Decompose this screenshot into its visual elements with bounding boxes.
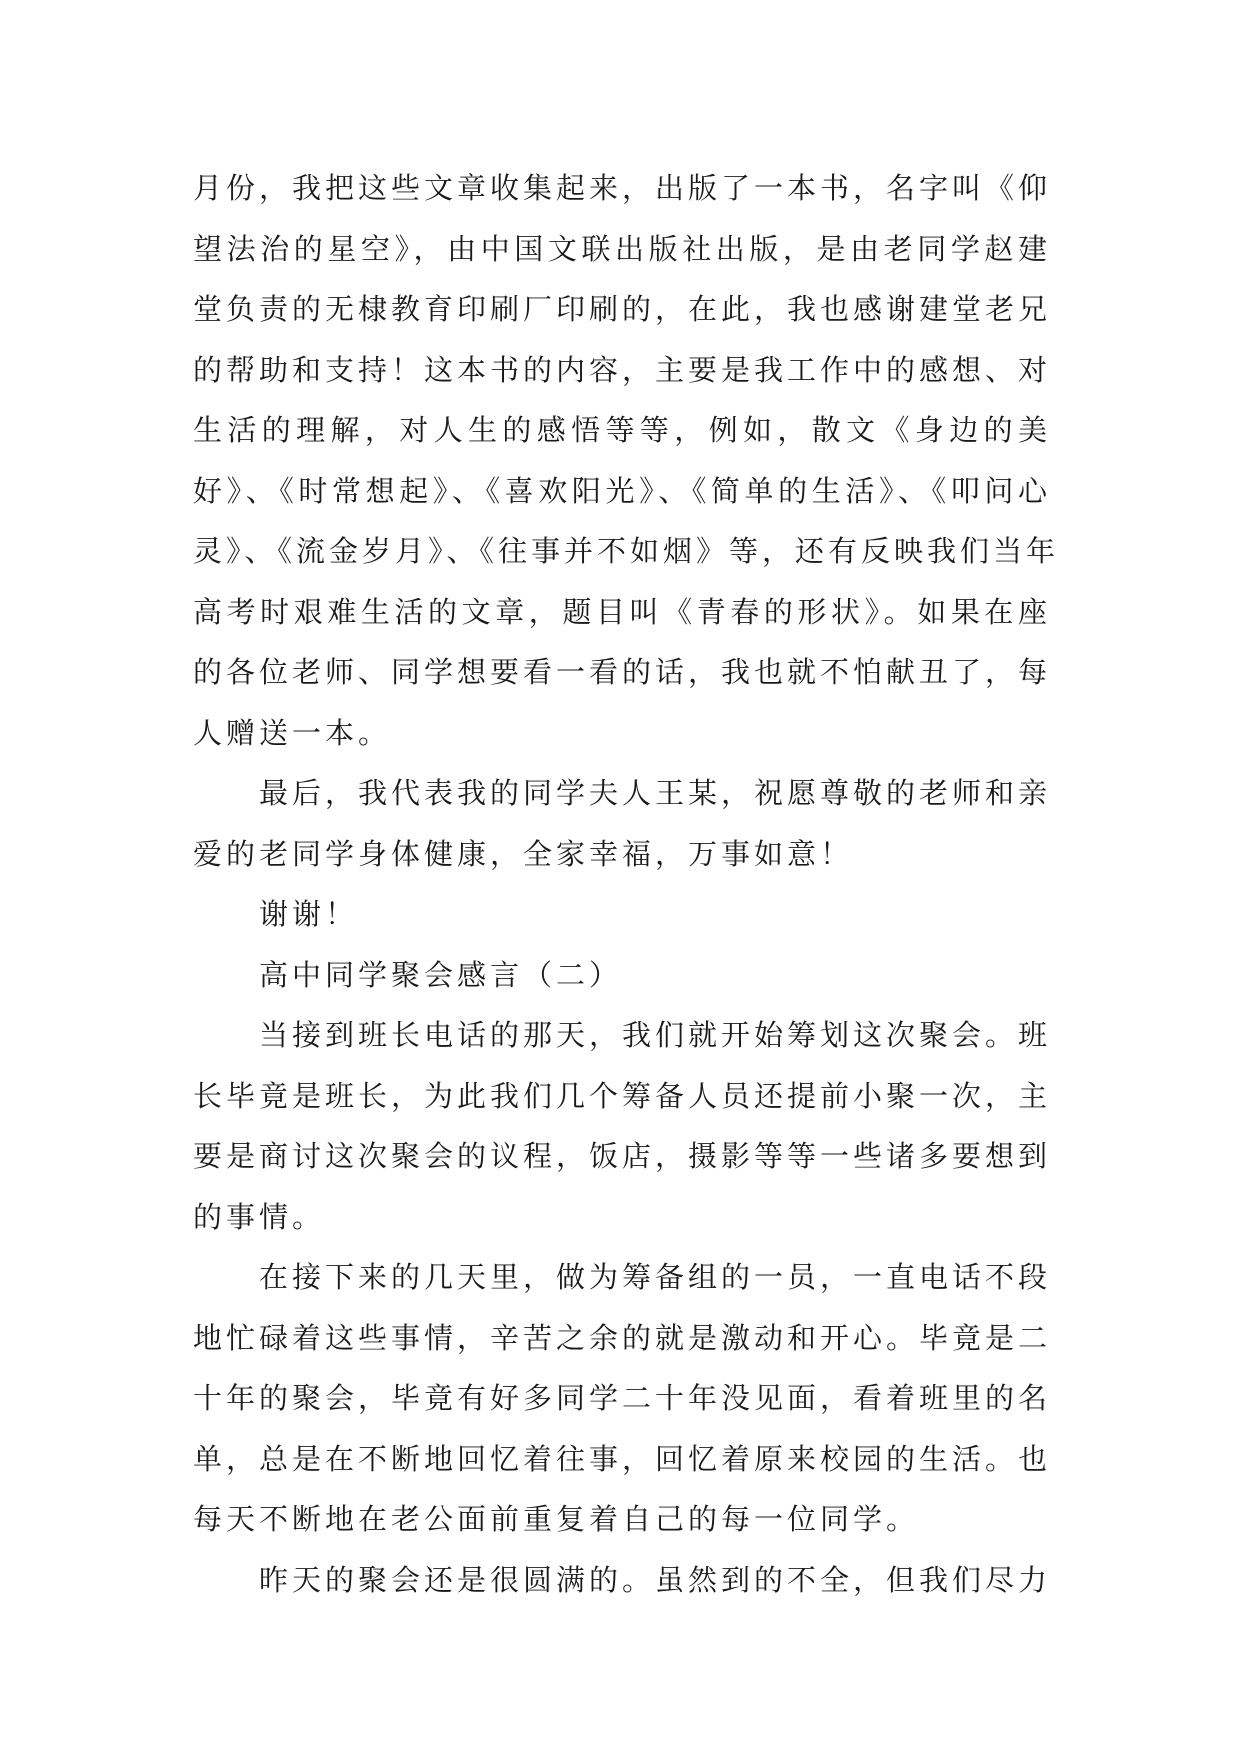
text-line: 灵》、《流金岁月》、《往事并不如烟》等，还有反映我们当年: [193, 534, 1060, 568]
text-line: 爱的老同学身体健康，全家幸福，万事如意！: [193, 836, 854, 871]
text-line: 当接到班长电话的那天，我们就开始筹划这次聚会。班: [259, 1018, 1052, 1052]
text-line: 最后，我代表我的同学夫人王某，祝愿尊敬的老师和亲: [259, 776, 1052, 810]
section-heading: [193, 945, 1051, 1006]
text-line: 谢谢！: [259, 897, 359, 931]
text-line: 望法治的星空》，由中国文联出版社出版，是由老同学赵建: [193, 231, 1051, 266]
text-line: 十年的聚会，毕竟有好多同学二十年没见面，看着班里的名: [193, 1381, 1052, 1415]
section-title: 高中同学聚会感言（二）: [259, 957, 623, 992]
text-line: 好》、《时常想起》、《喜欢阳光》、《简单的生活》、《叩问心: [193, 473, 1051, 508]
text-line: 要是商讨这次聚会的议程，饭店，摄影等等一些诸多要想到: [193, 1139, 1052, 1173]
paragraph-reunion: [193, 1550, 1051, 1611]
paragraph-thanks: [193, 884, 1051, 945]
paragraph-planning: [193, 1005, 1051, 1247]
text-line: 昨天的聚会还是很圆满的。虽然到的不全，但我们尽力: [259, 1562, 1052, 1597]
text-line: 在接下来的几天里，做为筹备组的一员，一直电话不段: [259, 1260, 1052, 1294]
paragraph-book-intro: [193, 158, 1060, 763]
text-line: 人赠送一本。: [193, 715, 392, 750]
text-line: 的帮助和支持！这本书的内容，主要是我工作中的感想、对: [193, 352, 1052, 387]
text-line: 高考时艰难生活的文章，题目叫《青春的形状》。如果在座: [193, 594, 1051, 629]
document-body: [193, 158, 1060, 1610]
text-line: 地忙碌着这些事情，辛苦之余的就是激动和开心。毕竟是二: [193, 1320, 1052, 1355]
paragraph-closing-wishes: [193, 763, 1051, 884]
text-line: 生活的理解，对人生的感悟等等，例如，散文《身边的美: [193, 413, 1051, 447]
paragraph-preparation: [193, 1247, 1051, 1550]
text-line: 每天不断地在老公面前重复着自己的每一位同学。: [193, 1502, 920, 1536]
text-line: 堂负责的无棣教育印刷厂印刷的，在此，我也感谢建堂老兄: [193, 292, 1052, 326]
text-line: 长毕竟是班长，为此我们几个筹备人员还提前小聚一次，主: [193, 1078, 1052, 1113]
text-line: 单，总是在不断地回忆着往事，回忆着原来校园的生活。也: [193, 1441, 1052, 1476]
text-line: 月份，我把这些文章收集起来，出版了一本书，名字叫《仰: [193, 171, 1052, 205]
text-line: 的各位老师、同学想要看一看的话，我也就不怕献丑了，每: [193, 655, 1052, 689]
text-line: 的事情。: [193, 1199, 326, 1234]
